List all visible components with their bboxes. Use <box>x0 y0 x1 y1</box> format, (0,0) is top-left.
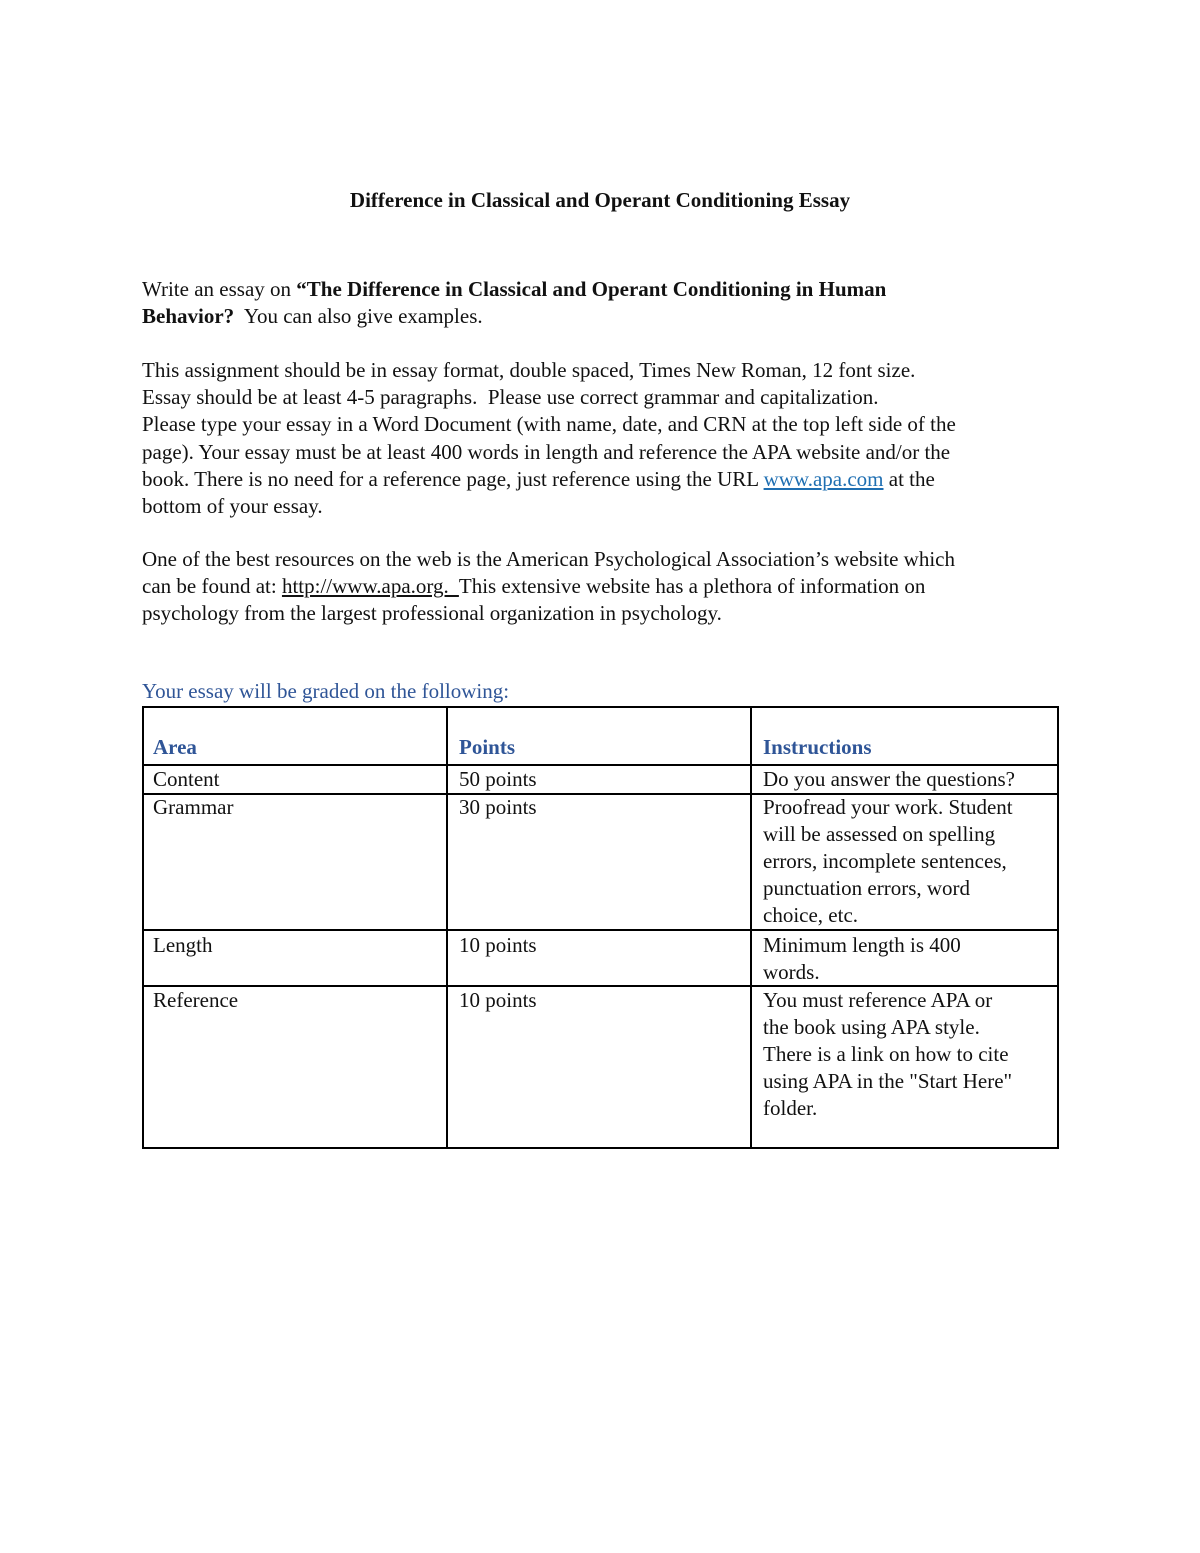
assignment-line-3: Please type your essay in a Word Document (with name, date, and CRN at the top left side of the <box>142 412 956 437</box>
intro-prefix: Write an essay on <box>142 277 297 301</box>
document-title: Difference in Classical and Operant Conditioning Essay <box>349 188 851 212</box>
assignment-line-2: Essay should be at least 4-5 paragraphs. Please use correct grammar and capitalization. <box>142 385 879 410</box>
table-cell-points: 10 points <box>459 988 537 1012</box>
instruction-line: There is a link on how to cite <box>763 1042 1009 1066</box>
assignment-line-5 <box>142 466 1062 493</box>
table-cell-instructions <box>763 766 1015 793</box>
instruction-line: You must reference APA or <box>763 988 993 1012</box>
table-cell-points: 50 points <box>459 767 537 791</box>
table-cell-instructions <box>763 987 1012 1122</box>
apa-com-link[interactable]: www.apa.com <box>763 466 884 491</box>
assignment-line-5-prefix: book. There is no need for a reference page, just reference using the URL <box>142 466 764 491</box>
instruction-line: Do you answer the questions? <box>763 767 1015 791</box>
resources-line-3: psychology from the largest professional organization in psychology. <box>142 601 722 626</box>
apa-org-link[interactable]: http://www.apa.org. <box>281 574 459 599</box>
intro-suffix: You can also give examples. <box>234 304 483 329</box>
instruction-line: the book using APA style. <box>763 1015 980 1039</box>
grading-heading: Your essay will be graded on the following: <box>142 679 510 703</box>
resources-paragraph <box>142 546 1062 628</box>
intro-topic-line-2: Behavior? <box>142 304 235 329</box>
instruction-line: words. <box>763 960 820 984</box>
instruction-line: punctuation errors, word <box>763 876 971 900</box>
instruction-line: Proofread your work. Student <box>763 795 1013 819</box>
grading-rubric-table <box>142 706 1059 1149</box>
instruction-line: will be assessed on spelling <box>763 822 996 846</box>
instruction-line: errors, incomplete sentences, <box>763 849 1007 873</box>
table-row-divider <box>144 929 1057 931</box>
intro-line-2 <box>142 303 1062 330</box>
assignment-line-6: bottom of your essay. <box>142 494 323 519</box>
table-column-divider <box>750 708 752 1147</box>
resources-line-2 <box>142 573 1062 600</box>
instruction-line: folder. <box>763 1096 818 1120</box>
table-cell-points: 10 points <box>459 933 537 957</box>
intro-topic-line-1: “The Difference in Classical and Operant Conditioning in Human <box>296 277 887 301</box>
resources-line-1: One of the best resources on the web is the American Psychological Association’s website which <box>142 547 955 571</box>
table-header-points: Points <box>459 735 516 759</box>
assignment-line-4: page). Your essay must be at least 400 words in length and reference the APA website and/or the <box>142 439 951 464</box>
intro-paragraph <box>142 276 1062 330</box>
intro-line-1 <box>142 276 1062 303</box>
assignment-paragraph <box>142 357 1062 520</box>
table-column-divider <box>446 708 448 1147</box>
instruction-line: choice, etc. <box>763 903 859 927</box>
table-cell-area: Length <box>153 933 213 957</box>
table-cell-instructions <box>763 932 961 986</box>
resources-line-2-suffix: This extensive website has a plethora of information on <box>458 574 926 599</box>
instruction-line: Minimum length is 400 <box>763 933 961 957</box>
table-cell-area: Grammar <box>153 795 234 819</box>
table-cell-area: Content <box>153 767 220 791</box>
table-cell-points: 30 points <box>459 795 537 819</box>
table-cell-area: Reference <box>153 988 239 1012</box>
assignment-line-5-suffix: at the <box>883 466 935 491</box>
resources-line-2-prefix: can be found at: <box>142 574 282 599</box>
assignment-line-1: This assignment should be in essay format, double spaced, Times New Roman, 12 font size. <box>142 358 916 382</box>
table-cell-instructions <box>763 794 1013 929</box>
table-header-instructions: Instructions <box>763 735 872 759</box>
instruction-line: using APA in the "Start Here" <box>763 1069 1013 1093</box>
table-header-area: Area <box>153 735 197 759</box>
